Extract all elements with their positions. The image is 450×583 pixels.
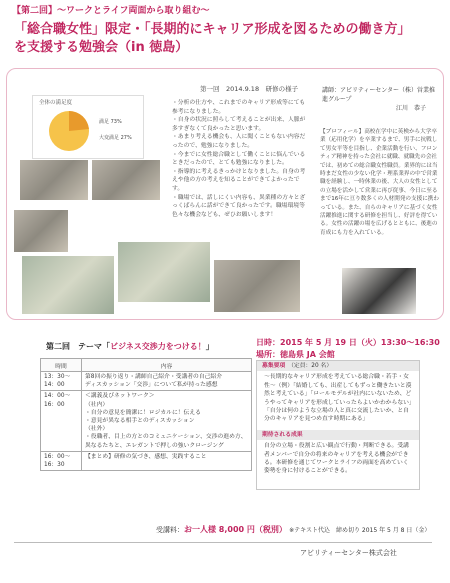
pie-svg xyxy=(33,96,143,158)
event-title-line-2: を支援する勉強会（in 徳島） xyxy=(14,40,189,55)
participant-feedback-list xyxy=(172,99,307,219)
feedback-item: ・指導的に考えるきっかけとなりました。自身の考えや他の方の考えを知ることができてよかったです。 xyxy=(172,168,306,192)
schedule-content: 【まとめ】研修の気づき、感想、実践すること xyxy=(82,451,252,470)
capacity: （定員：20 名） xyxy=(291,363,333,369)
pie-legend-1: 満足 73% xyxy=(99,119,122,125)
speaker-name: 江川 恭子 xyxy=(395,105,426,112)
satisfaction-pie-chart xyxy=(32,95,144,159)
schedule-header-row xyxy=(41,359,252,372)
schedule-content: ＜講義及びネットワーク＞ （社内） ・自分の意見を簡潔に！ロジカルに！伝える ・意見が異なる相手とのディスカッション （社外） ・役職者、目上の方とのコミュニケーション、交渉の進め方、異なるたちと、エレガントで押しの強いクロージング xyxy=(82,391,252,451)
event-title-line-1: 「総合職女性」限定・「長期的にキャリア形成を図るための働き方」 xyxy=(14,22,411,37)
schedule-time: 14：00～ 16：00 xyxy=(41,391,82,451)
table-row xyxy=(41,451,252,470)
schedule-col-time: 時間 xyxy=(41,359,82,372)
event-place: 場所：徳島県 JA 会館 xyxy=(256,350,335,359)
session-theme: ビジネス交渉力をつける！ xyxy=(110,342,206,351)
target-label: 募集要項 xyxy=(262,363,286,369)
pie-legend-2: 大変満足 27% xyxy=(99,135,132,141)
schedule-time: 16：00～ 16：30 xyxy=(41,451,82,470)
table-row xyxy=(41,391,252,451)
speaker-info xyxy=(322,86,440,113)
schedule-col-content: 内容 xyxy=(82,359,252,372)
footer-divider xyxy=(14,542,432,543)
speaker-profile: 【プロフィール】高校在学中に英検から大学卒業（応用化学）を卒業するまで、男手に抗戦して男女平等を目指し、企業活動を行い、フロンティア精神を持った会社に就職、就職先の会社では、初めての総合職女性職員。業界的には当時まだ女性の少ない化学・理系業界の中で営業職を経験し、一時休業の後、大人の女性としての立場を活かして営業に再び従事、今日に至るまで16年に亘り数多くの人材開発の支援に携わっている。また、自らのキャリアに基づく女性活躍推進に関する研修を担当し、好評を得ている。女性の活躍の場を広げるとともに、後進の育成にも力を入れている。 xyxy=(320,129,439,236)
effect-text: 自分の立場・役割と広い観点で行動・判断できる。受講者メンバーで自分の将来のキャリアを考える機会ができる。本研修を通じてワークとライフの両面を高めていく姿勢を身に付けることができる。 xyxy=(264,443,409,475)
schedule-content: 第8回の振り返り・講師自己紹介・受講者の自己紹介 ディスカッション「交渉」について私が持った感想 xyxy=(82,372,252,391)
target-heading xyxy=(257,361,419,371)
event-subtitle: 【第二回】～ワークとライフ両面から取り組む～ xyxy=(12,6,210,16)
schedule-table xyxy=(40,358,252,471)
recruitment-info-box xyxy=(256,360,420,490)
event-date: 日時：2015 年 5 月 19 日（火）13:30～16:30 xyxy=(256,338,440,347)
feedback-item: ・今までに女性総合職として働くことに悩んでいるときだったので、とても勉強になりました。 xyxy=(172,151,306,167)
workshop-photo-2 xyxy=(92,160,160,200)
table-row xyxy=(41,372,252,391)
pie-title: 全体の満足度 xyxy=(39,100,73,106)
speaker-org: 講師：アビリティーセンター（株）営業推進グループ xyxy=(322,87,436,103)
feedback-item: ・あまり考える機会も、人に聞くこともない内容だったので、勉強になりました。 xyxy=(172,134,306,149)
workshop-photo-4 xyxy=(214,260,300,312)
feedback-item: ・分析の仕方や、これまでのキャリア形成等にても参考になりました。 xyxy=(172,100,306,115)
whiteboard-photo-1 xyxy=(22,256,114,314)
company-name: アビリティーセンター株式会社 xyxy=(300,549,397,557)
schedule-time: 13：30～ 14：00 xyxy=(41,372,82,391)
fee-label: 受講料： xyxy=(156,526,184,534)
target-text: ～長期的なキャリア形成を考えている総合職・若手・女性～（例）「結婚しても、出産してもずっと働きたいと漠然と考えている」「ロールモデルが社内にいないため、どうやってキャリアを形成していったらよいかわからない」「自分は何のような立場の人と真に交流したいか、と自分のキャリアを見つめ直す時期にある」 xyxy=(264,374,412,423)
effect-heading: 期待される成果 xyxy=(257,430,419,440)
session-suffix: 」 xyxy=(205,342,214,351)
feedback-item: ・職場では、話しにくい内容も、異業種の方々とざっくばらんに話ができて良かったです。職場環境等色々な機会なども、ぜひお願いします！ xyxy=(172,194,306,218)
pie-slice-very-satisfied xyxy=(69,111,89,131)
workshop-photo-3 xyxy=(14,210,68,252)
fee-price: お一人様 8,000 円（税別） xyxy=(184,525,287,534)
session-theme-heading xyxy=(46,341,214,352)
whiteboard-photo-2 xyxy=(118,242,210,302)
session-prefix: 第二回 テーマ「 xyxy=(46,342,110,351)
report-date-label: 第一回 2014.9.18 研修の様子 xyxy=(200,85,299,93)
fee-note: ※テキスト代込 締め切り 2015 年 5 月 8 日（金） xyxy=(289,527,431,534)
speaker-photo xyxy=(342,268,416,314)
workshop-photo-1 xyxy=(20,160,88,200)
feedback-item: ・自身の状況に照らして考えることが出来、人脈が多すぎなくて良かったと思います。 xyxy=(172,117,306,132)
fee-line xyxy=(156,524,430,535)
